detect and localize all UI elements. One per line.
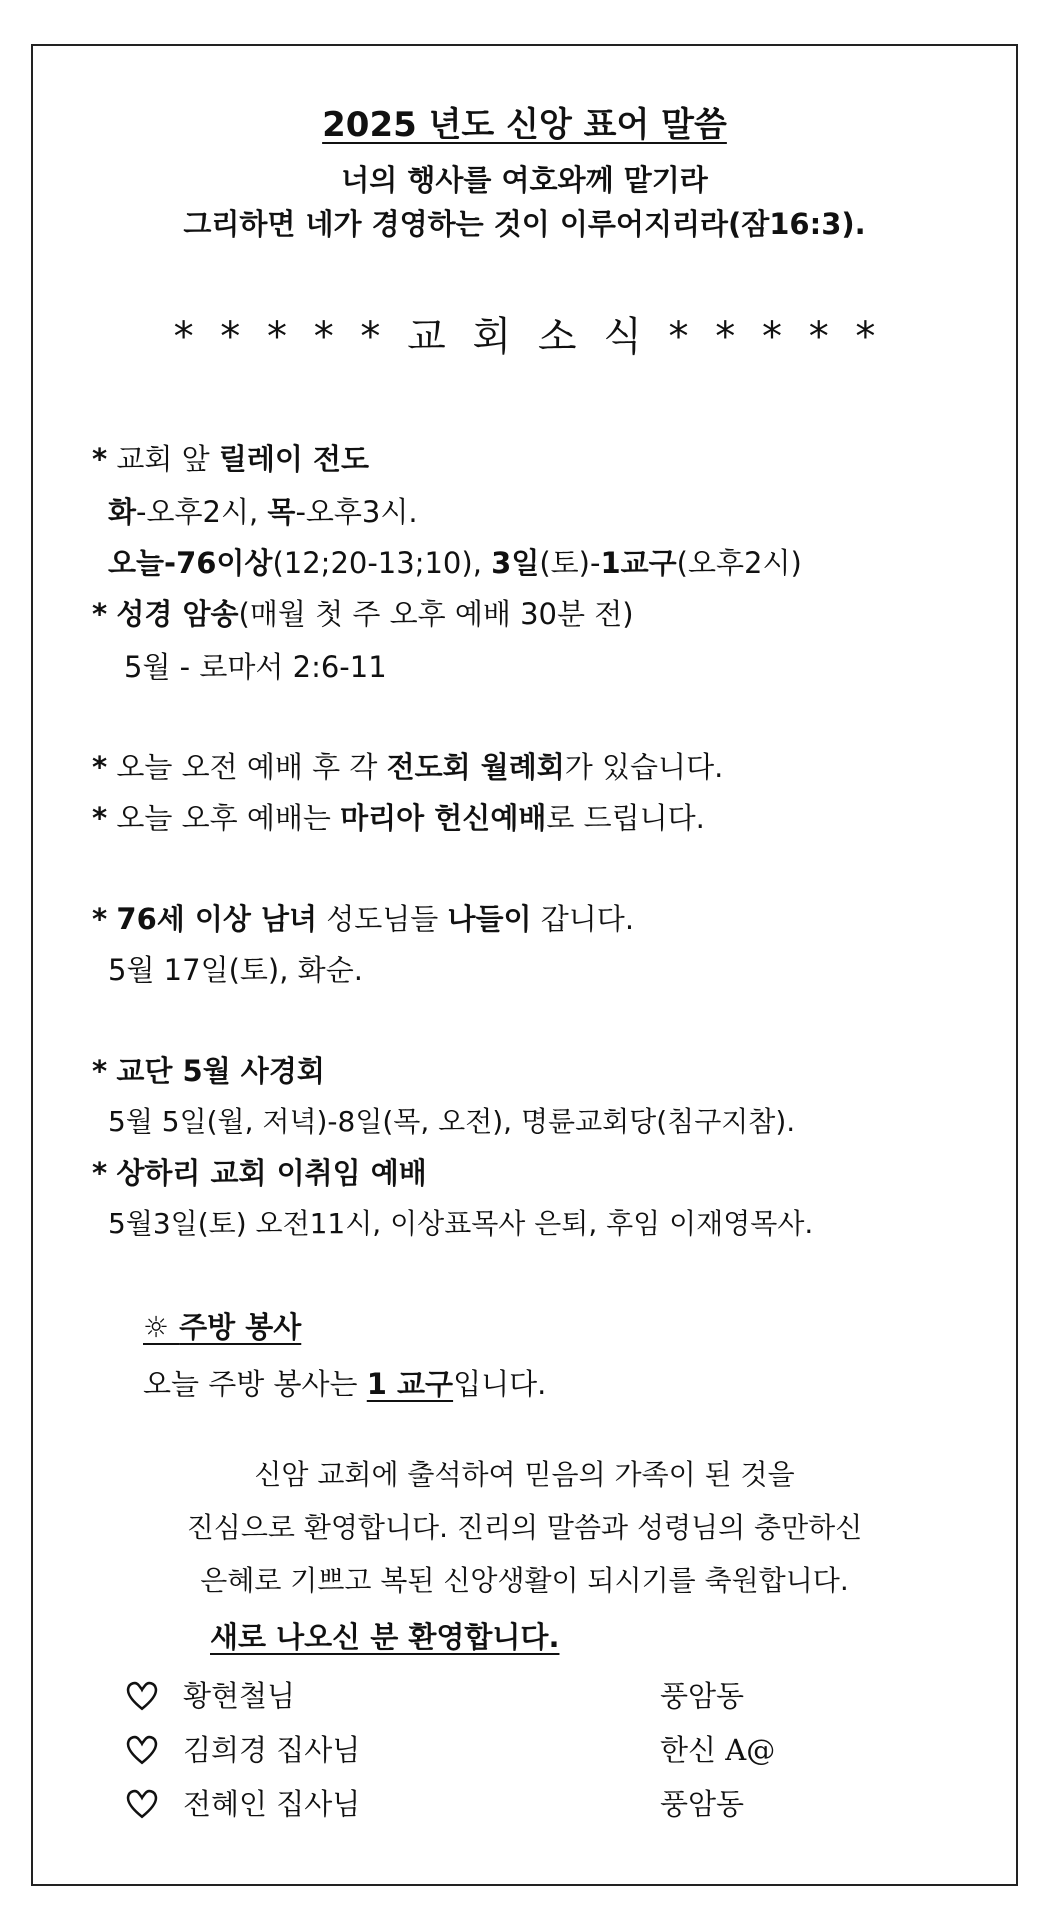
verse-line-2: 그리하면 네가 경영하는 것이 이루어지리라(잠16:3). xyxy=(183,207,866,241)
newcomers-title-text: 새로 나오신 분 환영합니다. xyxy=(210,1620,560,1654)
relay-thu: 목 xyxy=(267,495,296,529)
welcome-line-2: 진심으로 환영합니다. 진리의 말씀과 성령님의 충만하신 xyxy=(186,1511,863,1544)
outing-text-c: 나들이 xyxy=(447,902,532,936)
relay-today: 오늘-76이상 xyxy=(108,546,273,580)
outing-detail: 5월 17일(토), 화순. xyxy=(108,953,363,987)
newcomer-place: 풍암동 xyxy=(660,1787,745,1821)
afternoon-notice xyxy=(92,801,705,836)
heart-icon xyxy=(125,1733,159,1767)
kitchen-text-a: 오늘 주방 봉사는 xyxy=(143,1367,367,1401)
bullet: * xyxy=(92,801,108,835)
kitchen-heading-underline xyxy=(143,1310,301,1344)
conference-title: 교단 5월 사경회 xyxy=(116,1054,325,1088)
bullet: * xyxy=(92,442,108,476)
bullet: * xyxy=(92,597,108,631)
kitchen-notice xyxy=(143,1367,546,1402)
outing-text-a: 76세 이상 남녀 xyxy=(116,902,318,936)
bullet: * xyxy=(92,902,108,936)
welcome-line-3: 은혜로 기쁘고 복된 신앙생활이 되시기를 축원합니다. xyxy=(200,1564,849,1597)
relay-district-time: (오후2시) xyxy=(676,546,802,580)
relay-thu-time: -오후3시. xyxy=(295,495,418,529)
welcome-line-1: 신암 교회에 출석하여 믿음의 가족이 된 것을 xyxy=(254,1458,795,1491)
kitchen-text-c: 입니다. xyxy=(453,1367,547,1401)
relay-tue: 화 xyxy=(108,495,137,529)
installation-heading xyxy=(92,1156,427,1191)
conference-heading xyxy=(92,1054,325,1089)
relay-heading xyxy=(92,442,369,477)
afternoon-text-b: 마리아 헌신예배 xyxy=(340,801,547,835)
title-text: 2025 년도 신앙 표어 말씀 xyxy=(322,105,727,145)
kitchen-heading xyxy=(143,1310,301,1345)
afternoon-text-c: 로 드립니다. xyxy=(546,801,705,835)
relay-schedule-2 xyxy=(108,546,802,581)
kitchen-title: 주방 봉사 xyxy=(179,1310,302,1344)
installation-detail: 5월3일(토) 오전11시, 이상표목사 은퇴, 후임 이재영목사. xyxy=(108,1207,814,1240)
bullet: * xyxy=(92,1054,108,1088)
installation-title: 상하리 교회 이취임 예배 xyxy=(116,1156,427,1190)
page-title xyxy=(31,105,1018,146)
morning-text-b: 전도회 월례회 xyxy=(386,750,565,784)
bullet: * xyxy=(92,1156,108,1190)
newcomer-place: 한신 A@ xyxy=(660,1733,776,1767)
relay-day3: 3일 xyxy=(491,546,540,580)
newcomer-name: 전혜인 집사님 xyxy=(183,1787,361,1821)
heart-icon xyxy=(125,1679,159,1713)
afternoon-text-a: 오늘 오후 예배는 xyxy=(116,801,341,835)
relay-sat: (토)- xyxy=(539,546,601,580)
relay-label-b: 릴레이 전도 xyxy=(218,442,370,476)
outing-text-d: 갑니다. xyxy=(531,902,635,936)
relay-schedule-1 xyxy=(108,495,418,530)
outing-text-b: 성도님들 xyxy=(317,902,448,936)
relay-today-time: (12;20-13;10), xyxy=(272,546,492,580)
relay-label-a: 교회 앞 xyxy=(116,442,219,476)
newcomer-place: 풍암동 xyxy=(660,1679,745,1713)
heart-icon xyxy=(125,1787,159,1821)
morning-notice xyxy=(92,750,723,785)
bible-label: 성경 암송 xyxy=(116,597,239,631)
bible-schedule: (매월 첫 주 오후 예배 30분 전) xyxy=(238,597,634,631)
bullet: * xyxy=(92,750,108,784)
newcomer-name: 김희경 집사님 xyxy=(183,1733,361,1767)
bible-detail: 5월 - 로마서 2:6-11 xyxy=(124,650,387,684)
kitchen-district: 1 교구 xyxy=(366,1367,454,1401)
morning-text-c: 가 있습니다. xyxy=(564,750,724,784)
sun-icon: ☼ xyxy=(143,1310,169,1344)
relay-tue-time: -오후2시, xyxy=(136,495,268,529)
verse-line-1: 너의 행사를 여호와께 맡기라 xyxy=(341,163,708,197)
outing-notice xyxy=(92,902,634,937)
bible-heading xyxy=(92,597,634,632)
newcomer-name: 황현철님 xyxy=(183,1679,296,1713)
newcomers-title xyxy=(210,1620,559,1655)
relay-district: 1교구 xyxy=(600,546,677,580)
conference-detail: 5월 5일(월, 저녁)-8일(목, 오전), 명륜교회당(침구지참). xyxy=(108,1105,796,1138)
morning-text-a: 오늘 오전 예배 후 각 xyxy=(116,750,387,784)
church-news-banner: * * * * * 교 회 소 식 * * * * * xyxy=(173,314,876,360)
